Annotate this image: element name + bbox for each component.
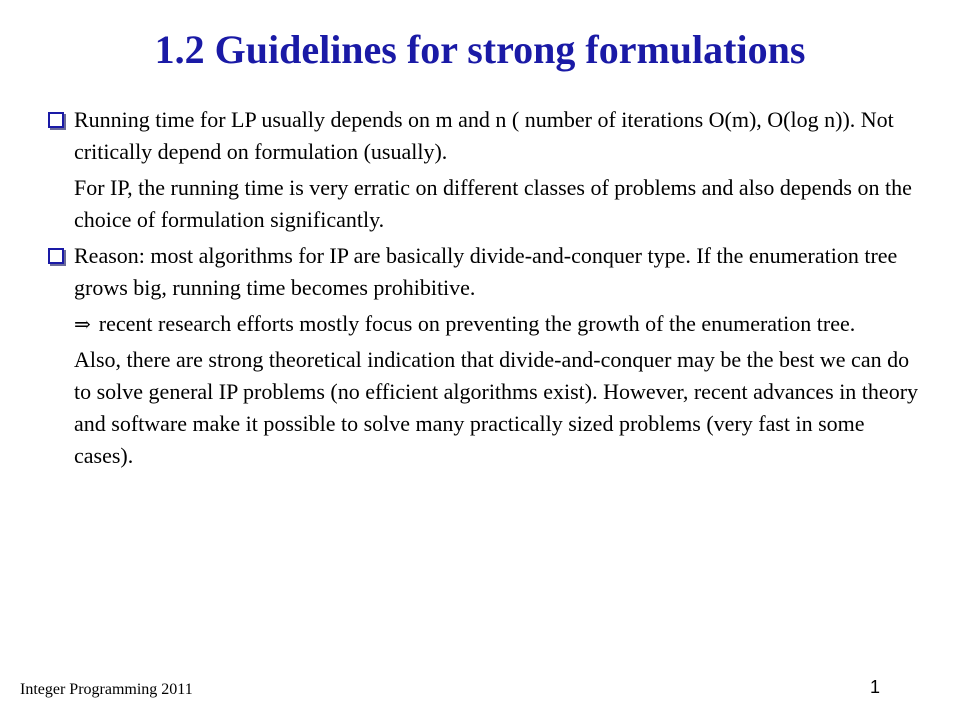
implication-paragraph [48,308,928,340]
footer-course-label: Integer Programming 2011 [20,681,193,698]
bullet-text: Running time for LP usually depends on m and n ( number of iterations O(m), O(log n)). Not critically depend on formulation (usually). [74,107,894,164]
bullet-item [48,104,928,168]
double-right-arrow-icon: ⇒ [74,312,91,336]
square-bullet-icon [48,112,64,128]
slide-title: 1.2 Guidelines for strong formulations [154,27,806,72]
implication-text: recent research efforts mostly focus on preventing the growth of the enumeration tree. [98,311,856,336]
bullet-text: Reason: most algorithms for IP are basically divide-and-conquer type. If the enumeration tree grows big, running time becomes prohibitive. [74,243,898,300]
sub-paragraph: Also, there are strong theoretical indication that divide-and-conquer may be the best we can do to solve general IP problems (no efficient algorithms exist). However, recent advances in theory and software make it possible to solve many practically sized problems (very fast in some cases). [74,347,919,468]
bullet-item [48,240,928,304]
sub-paragraph: For IP, the running time is very erratic on different classes of problems and also depends on the choice of formulation significantly. [74,175,912,232]
page-number: 1 [870,677,881,697]
slide-body [48,104,928,476]
square-bullet-icon [48,248,64,264]
